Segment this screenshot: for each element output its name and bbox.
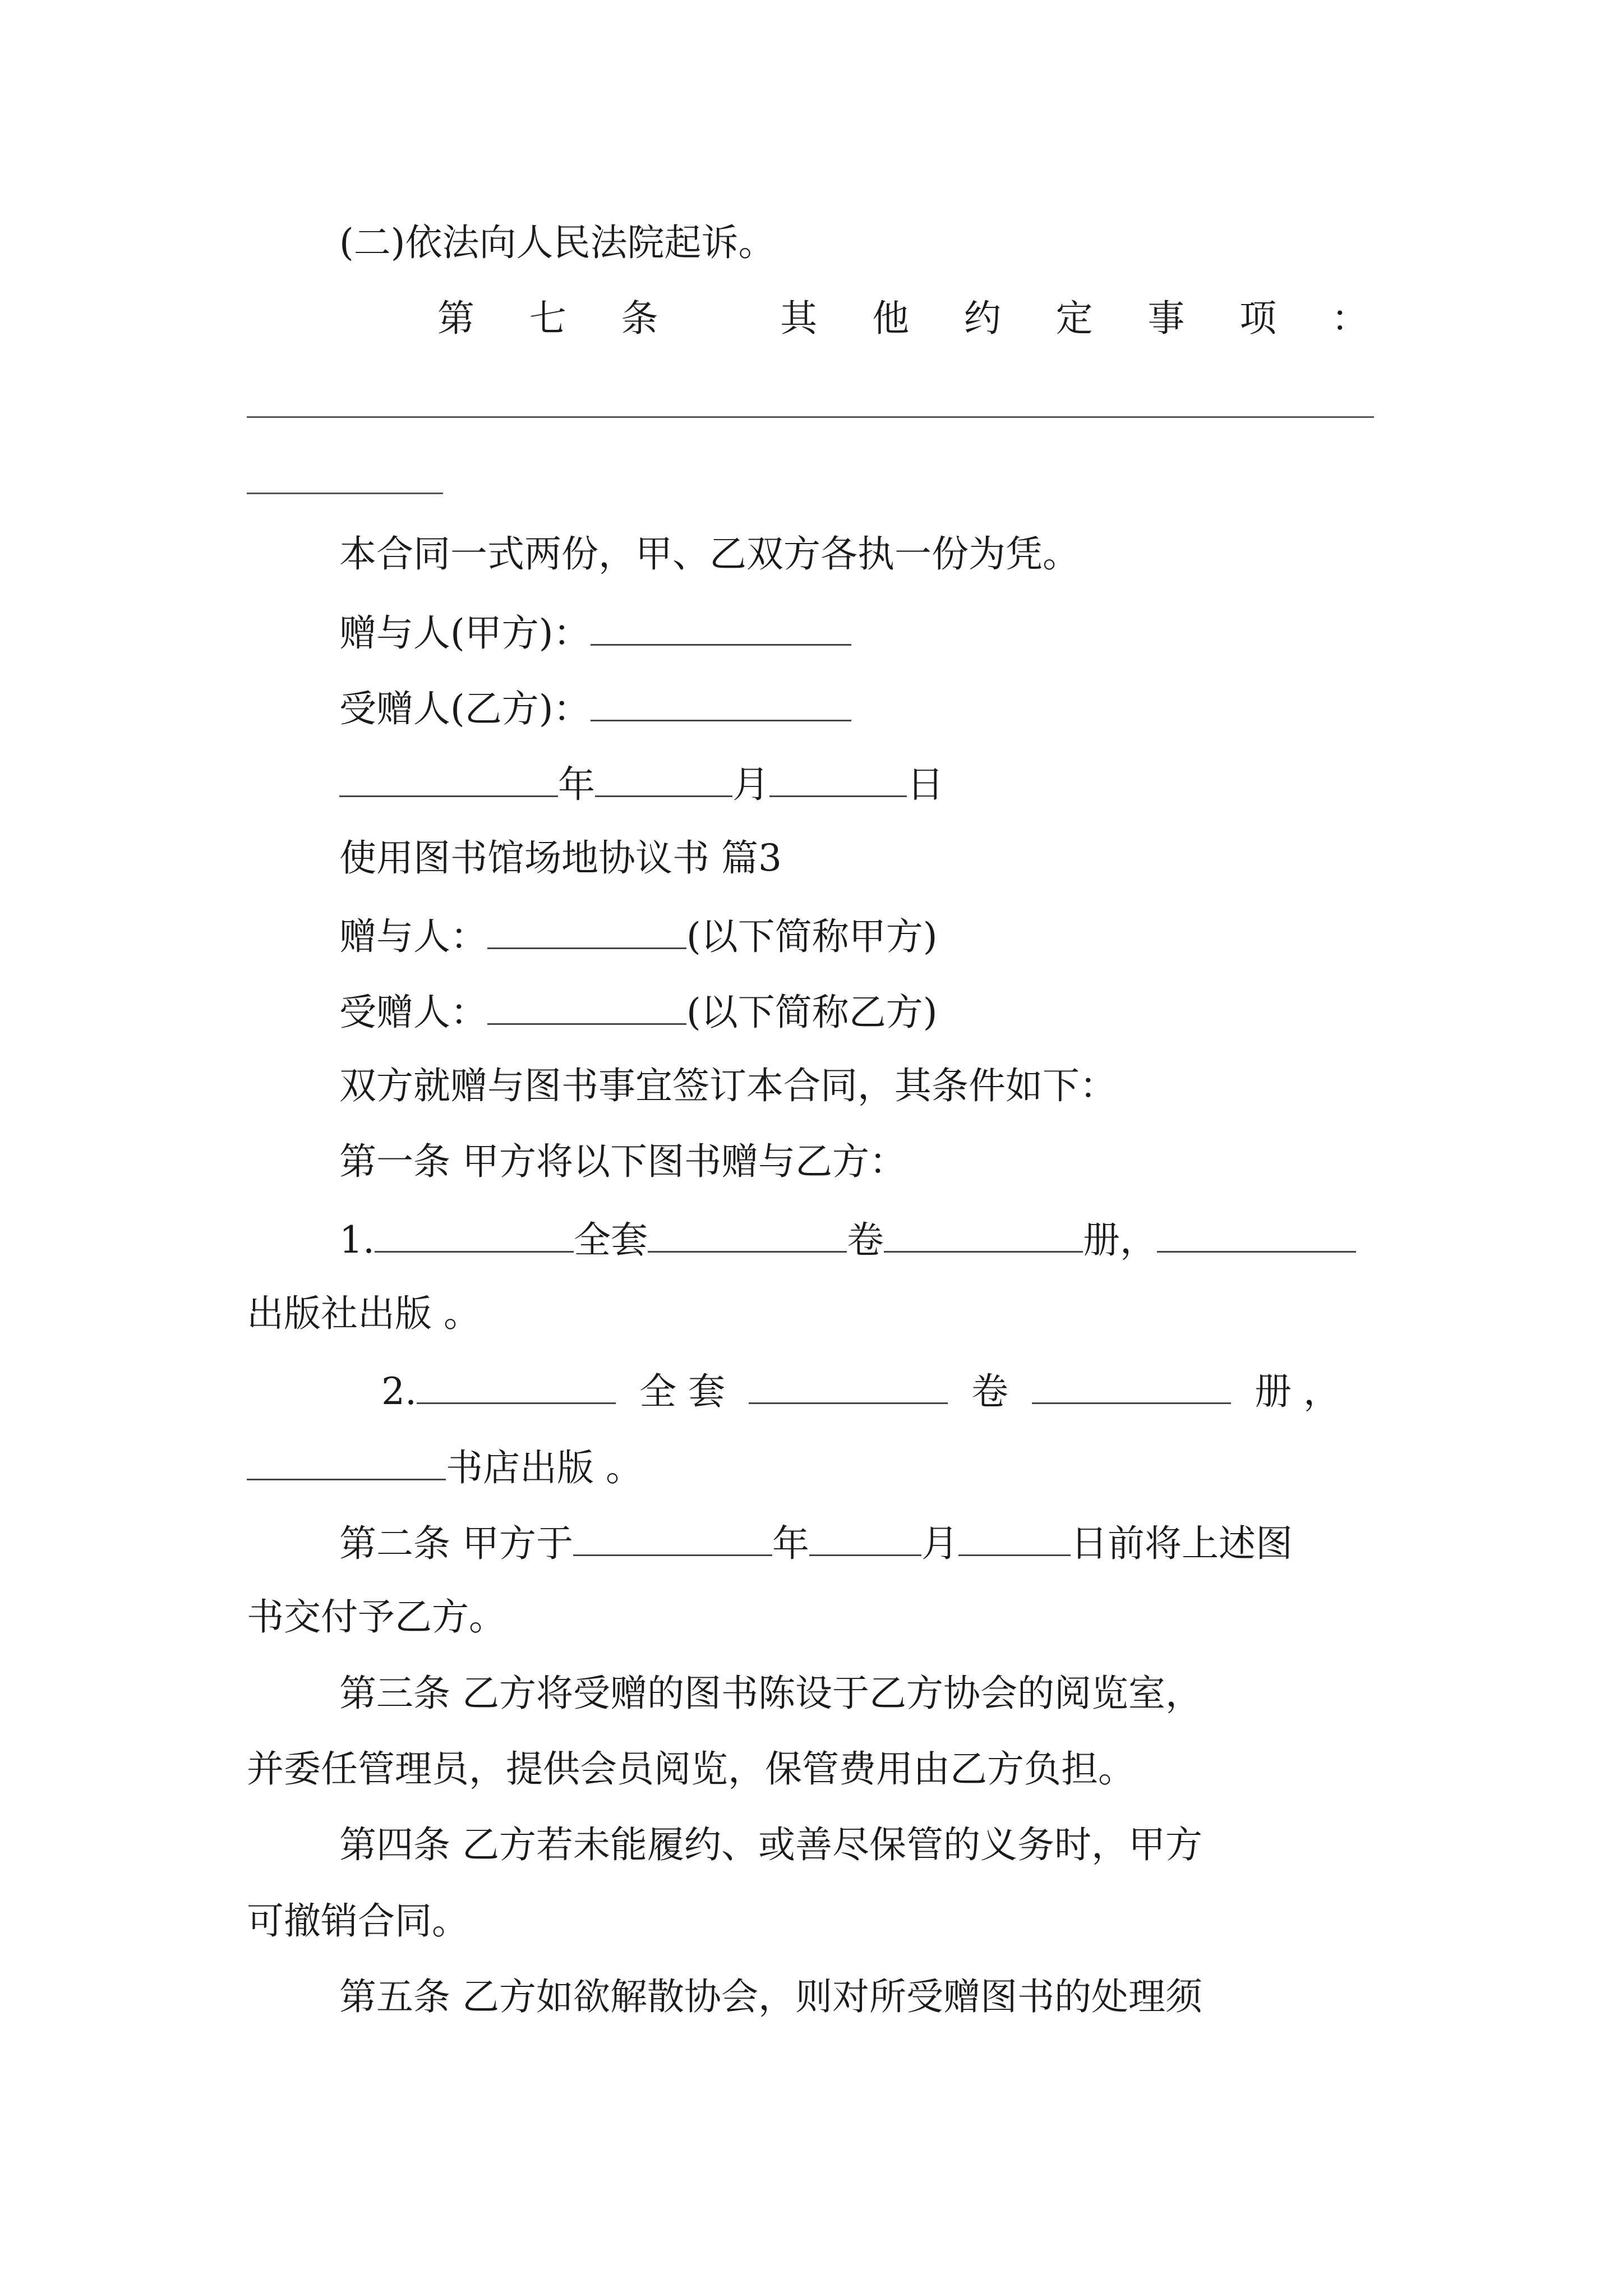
donee-label: 受赠人： <box>339 991 487 1034</box>
article-2-text: 第二条 甲方于 <box>339 1522 573 1565</box>
heading-char: 其 <box>780 297 818 340</box>
copies-statement: 本合同一式两份，甲、乙双方各执一份为凭。 <box>339 532 1080 576</box>
copy-label: 册 ， <box>1254 1370 1340 1413</box>
donor-abbrev: (以下简称甲方) <box>686 915 938 958</box>
bookstore-blank[interactable] <box>247 1447 446 1480</box>
set-label: 全 套 <box>639 1370 725 1413</box>
publisher-line: 出版社出版 。 <box>247 1292 481 1335</box>
article-3-cont: 并委任管理员，提供会员阅览，保管费用由乙方负担。 <box>247 1747 1135 1791</box>
article-3: 第三条 乙方将受赠的图书陈设于乙方协会的阅览室， <box>339 1672 1202 1715</box>
book-item-2-line <box>381 1370 1340 1413</box>
donee-abbrev: (以下简称乙方) <box>686 991 938 1034</box>
article-5: 第五条 乙方如欲解散协会，则对所受赠图书的处理须 <box>339 1975 1202 2018</box>
article-1: 第一条 甲方将以下图书赠与乙方： <box>339 1140 906 1183</box>
heading-char: 事 <box>1147 297 1185 340</box>
donor-label: 赠与人(甲方)： <box>339 611 591 655</box>
day-label: 日 <box>907 763 944 806</box>
month-blank[interactable] <box>809 1523 921 1556</box>
month-label: 月 <box>921 1522 958 1565</box>
year-label: 年 <box>772 1522 809 1565</box>
item-number: 1. <box>339 1218 375 1262</box>
heading-char: 他 <box>872 297 910 340</box>
heading-char: 定 <box>1055 297 1093 340</box>
donee-signature-blank[interactable] <box>591 688 851 721</box>
month-label: 月 <box>732 763 769 806</box>
set-label: 全套 <box>573 1218 648 1262</box>
heading-char: 条 <box>621 297 658 340</box>
signing-date-line <box>339 763 944 806</box>
year-blank[interactable] <box>339 764 558 797</box>
day-blank[interactable] <box>769 764 907 797</box>
donor-signature-blank[interactable] <box>591 613 851 646</box>
donee-label: 受赠人(乙方)： <box>339 687 591 730</box>
copy-count-blank[interactable] <box>884 1220 1083 1253</box>
article-4-cont: 可撤销合同。 <box>247 1899 469 1943</box>
donor-label: 赠与人： <box>339 915 487 958</box>
article-2-cont: 书交付予乙方。 <box>247 1595 506 1639</box>
book-title-blank[interactable] <box>417 1371 616 1404</box>
volume-label: 卷 <box>971 1370 1008 1413</box>
copy-label: 册， <box>1082 1218 1157 1262</box>
donor-party-a-line <box>339 611 851 655</box>
donor-intro-line <box>339 915 938 958</box>
fill-in-rule-short <box>247 493 443 494</box>
heading-char: 约 <box>963 297 1001 340</box>
year-label: 年 <box>558 763 595 806</box>
heading-char: 项 <box>1239 297 1277 340</box>
volume-count-blank[interactable] <box>648 1220 847 1253</box>
fill-in-rule-long <box>247 416 1374 418</box>
delivery-text: 日前将上述图 <box>1070 1522 1293 1565</box>
volume-count-blank[interactable] <box>749 1371 948 1404</box>
bookstore-line <box>247 1447 643 1487</box>
heading-char: ： <box>1331 297 1368 340</box>
year-blank[interactable] <box>573 1523 772 1556</box>
donee-name-blank[interactable] <box>487 992 686 1025</box>
article-4: 第四条 乙方若未能履约、或善尽保管的义务时，甲方 <box>339 1823 1202 1866</box>
day-blank[interactable] <box>958 1523 1071 1556</box>
item-number: 2. <box>381 1370 417 1413</box>
book-item-1-line <box>339 1218 1356 1262</box>
heading-char: 七 <box>529 297 566 340</box>
article-7-heading <box>437 297 1368 340</box>
article-2-line <box>339 1522 1293 1565</box>
book-title-blank[interactable] <box>375 1220 574 1253</box>
publisher-blank[interactable] <box>1157 1220 1356 1253</box>
donor-name-blank[interactable] <box>487 916 686 949</box>
donee-party-b-line <box>339 688 851 728</box>
clause-item-2-litigation: (二)依法向人民法院起诉。 <box>339 221 776 264</box>
month-blank[interactable] <box>595 764 732 797</box>
copy-count-blank[interactable] <box>1032 1371 1231 1404</box>
heading-char: 第 <box>437 297 474 340</box>
volume-label: 卷 <box>846 1218 884 1262</box>
bookstore-label: 书店出版 。 <box>446 1446 643 1489</box>
donee-intro-line <box>339 991 938 1034</box>
section-title: 使用图书馆场地协议书 篇3 <box>339 836 782 880</box>
agreement-intro: 双方就赠与图书事宜签订本合同，其条件如下： <box>339 1064 1117 1107</box>
